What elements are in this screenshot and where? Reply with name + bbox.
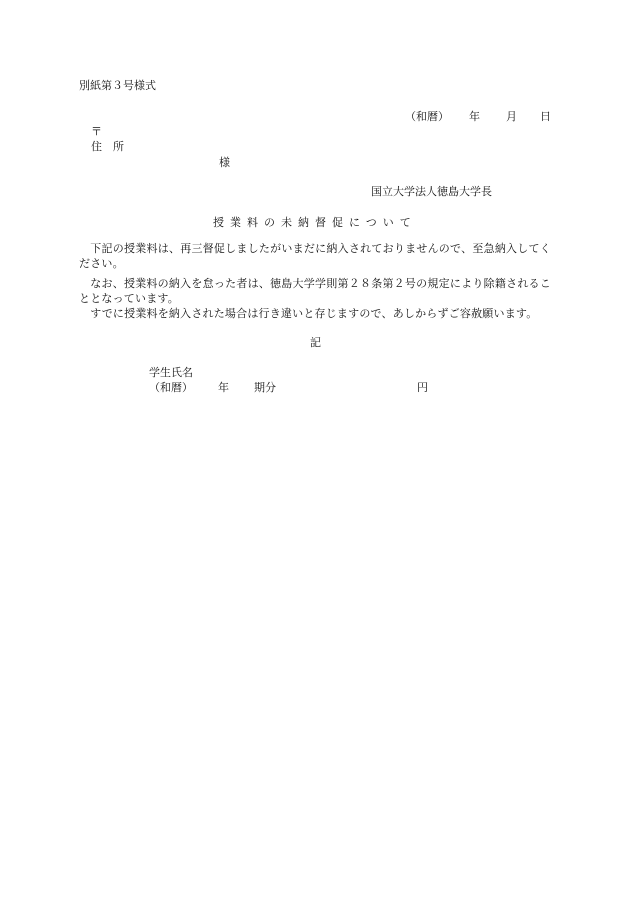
body-paragraph-3: すでに授業料を納入された場合は行き違いと存じますので、あしからずご容赦願います。 (79, 307, 538, 320)
address-label: 住 所 (91, 140, 124, 153)
date-era: （和暦） (405, 110, 449, 123)
postal-mark: 〒 (91, 125, 102, 138)
date-day: 日 (540, 110, 551, 123)
document-title: 授業料の未納督促について (213, 216, 417, 229)
date-month: 月 (506, 110, 517, 123)
ki-heading: 記 (310, 336, 321, 349)
sender-name: 国立大学法人徳島大学長 (371, 185, 492, 198)
body-paragraph-1: 下記の授業料は、再三督促しましたがいまだに納入されておりませんので、至急納入してください。 (79, 242, 551, 270)
honorific-sama: 様 (219, 156, 230, 169)
body-paragraph-2: なお、授業料の納入を怠った者は、徳島大学学則第２８条第２号の規定により除籍されることとなっています。 (79, 277, 551, 305)
details-era: （和暦） (149, 381, 193, 394)
details-year: 年 (218, 381, 229, 394)
details-period: 期分 (254, 381, 276, 394)
form-label: 別紙第３号様式 (79, 79, 156, 92)
date-year: 年 (469, 110, 480, 123)
details-yen: 円 (417, 381, 428, 394)
student-name-label: 学生氏名 (149, 366, 193, 379)
